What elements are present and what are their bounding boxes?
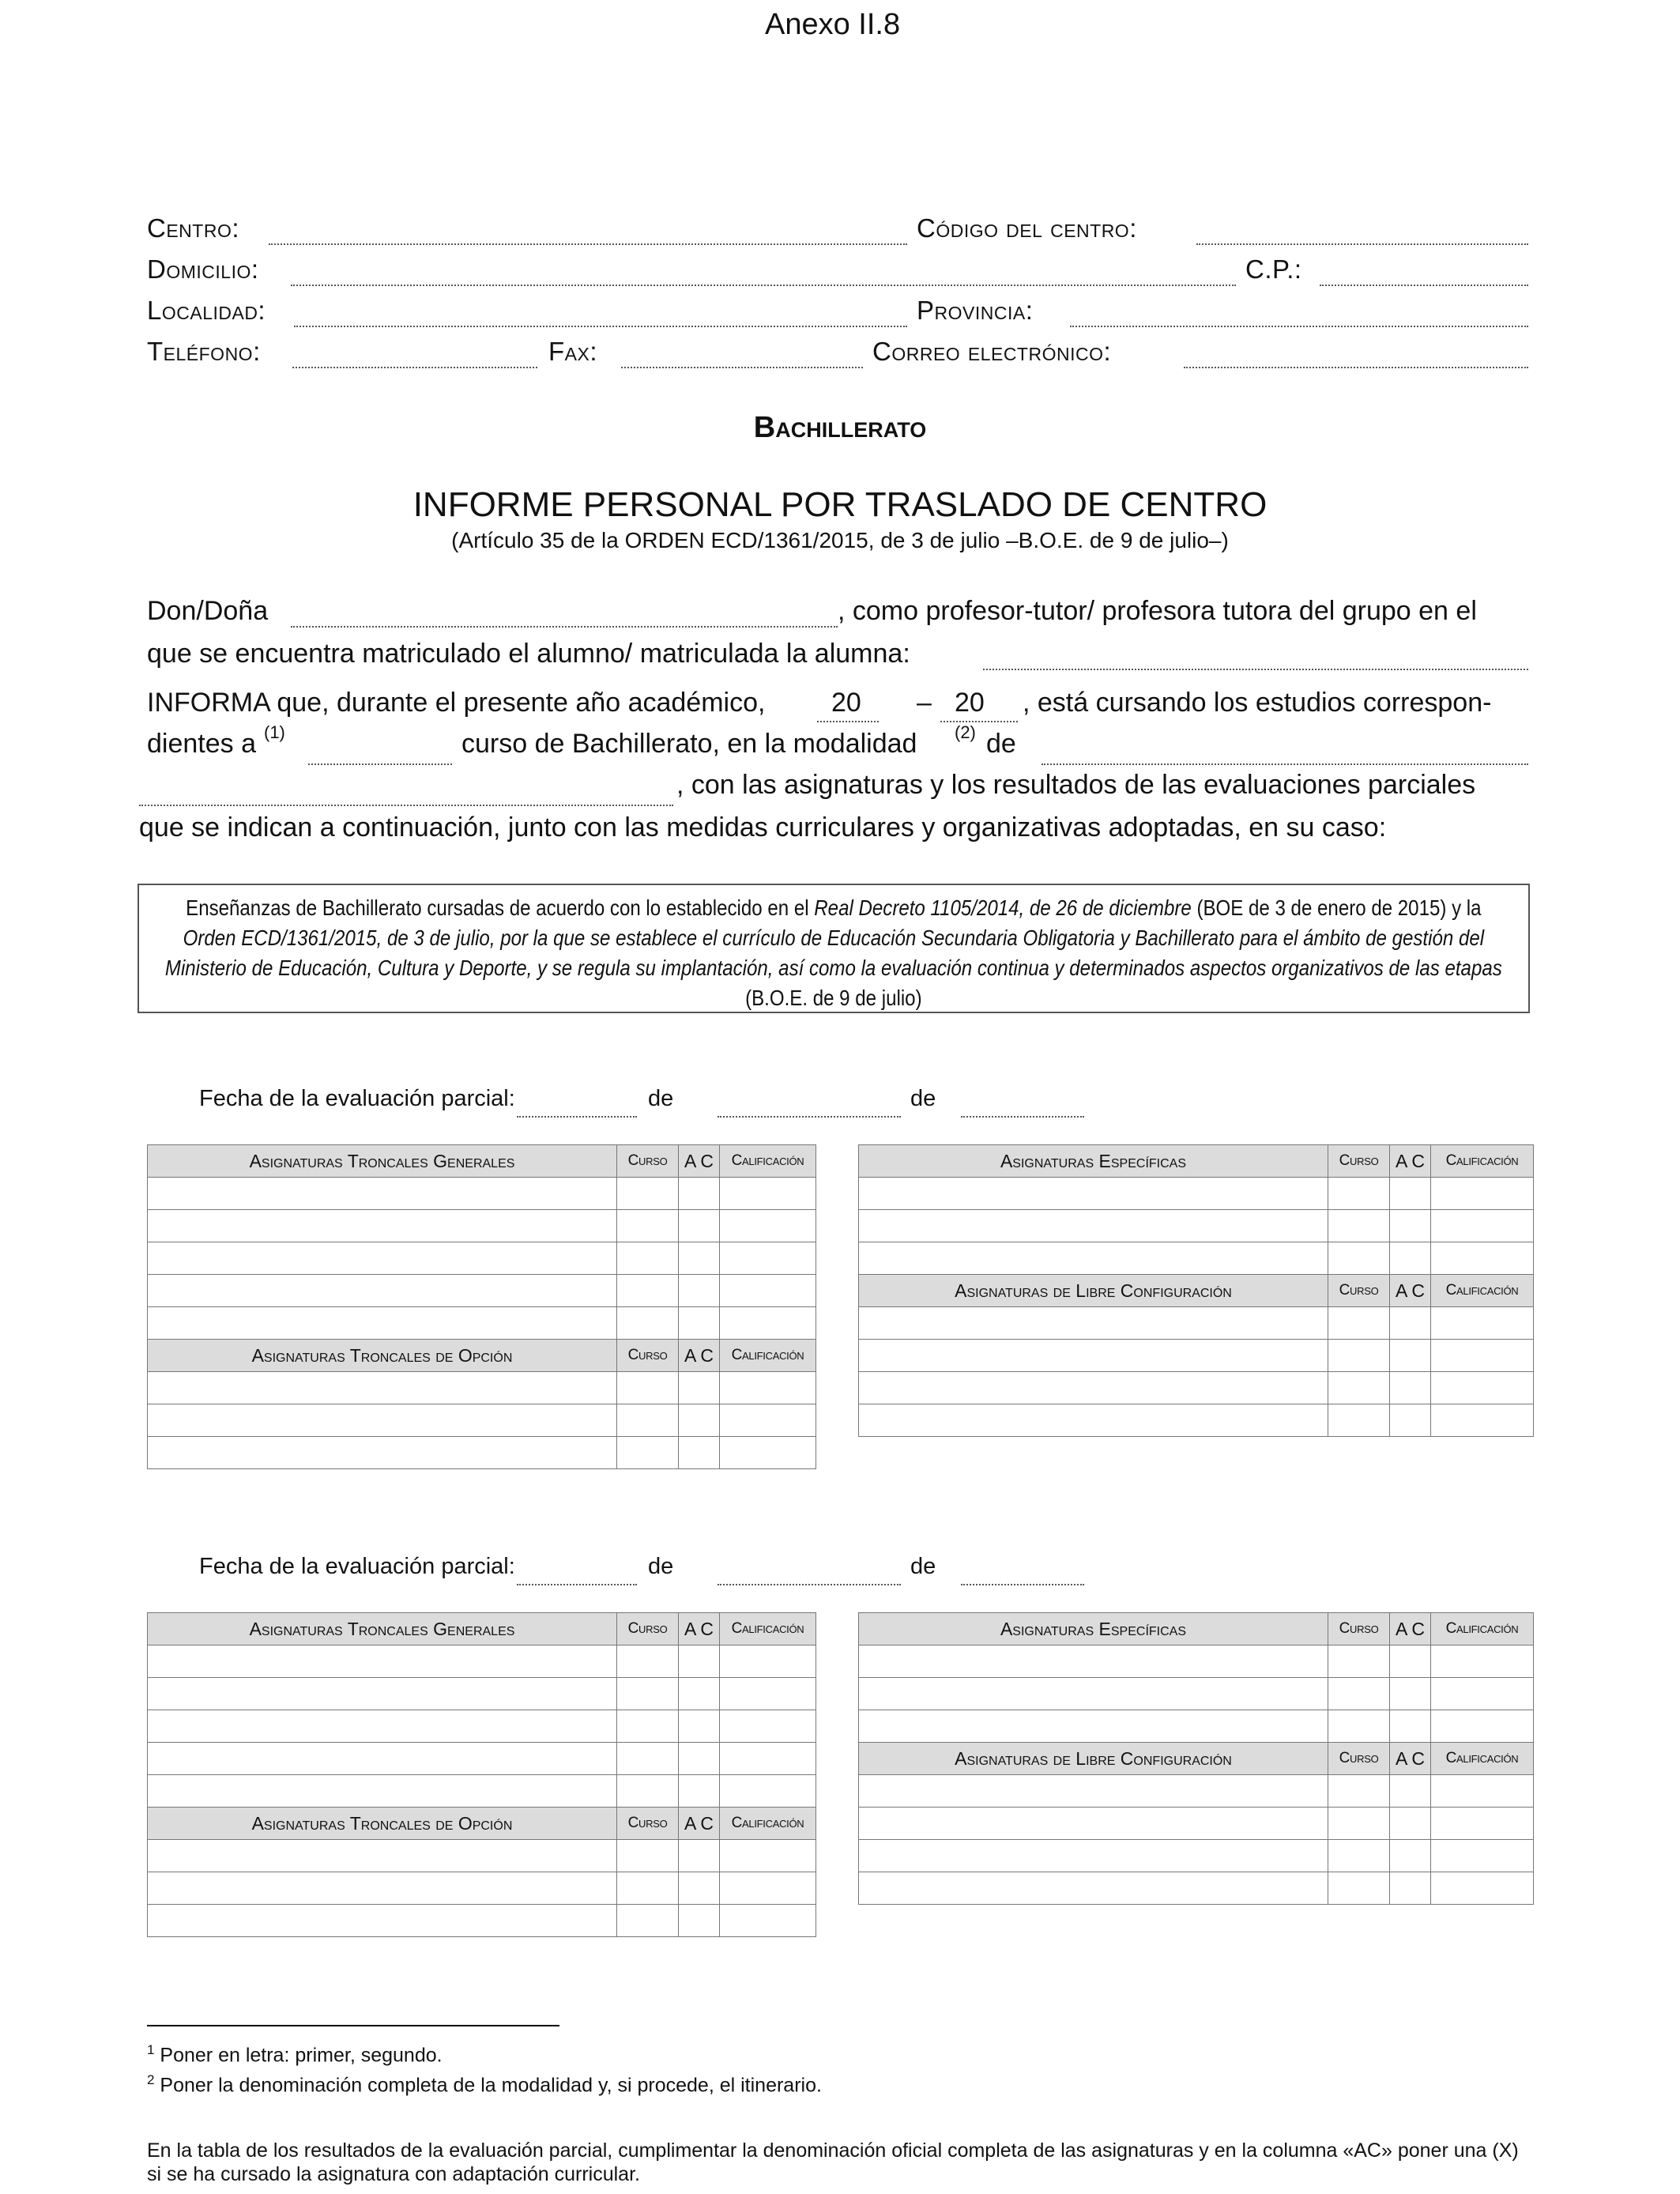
informa-text: INFORMA que, durante el presente año académico, — [147, 688, 766, 718]
table-row[interactable] — [148, 1404, 816, 1437]
footnote-1-number: 1 — [147, 2042, 155, 2057]
annex-title: Anexo II.8 — [765, 8, 901, 41]
legal-text-2: Real Decreto 1105/2014, de 26 de diciembre — [814, 895, 1192, 920]
table-header-row — [859, 1275, 1534, 1307]
profesor-name-field[interactable] — [291, 626, 838, 628]
header-calificacion: Calificación — [720, 1340, 816, 1372]
telefono-label: Teléfono: — [147, 337, 261, 366]
table-row[interactable] — [148, 1275, 816, 1307]
table-row[interactable] — [148, 1872, 816, 1905]
table-troncales-1 — [147, 1144, 816, 1469]
fecha-year-field-1[interactable] — [961, 1116, 1084, 1118]
footnote-2-text: Poner la denominación completa de la modalidad y, si procede, el itinerario. — [160, 2074, 822, 2097]
fax-field[interactable] — [621, 367, 863, 368]
header-especificas: Asignaturas Específicas — [859, 1613, 1328, 1646]
fecha-label-2: Fecha de la evaluación parcial: — [199, 1554, 515, 1579]
header-calificacion: Calificación — [1431, 1275, 1534, 1307]
footnote-2 — [147, 2072, 822, 2097]
cp-field[interactable] — [1320, 285, 1528, 286]
year-start: 20 — [831, 688, 861, 718]
localidad-field[interactable] — [294, 326, 907, 327]
header-troncales-opcion: Asignaturas Troncales de Opción — [148, 1340, 617, 1372]
correo-label: Correo electrónico: — [872, 337, 1112, 366]
header-curso: Curso — [617, 1808, 679, 1840]
body-line1-text: , como profesor-tutor/ profesora tutora del grupo en el — [838, 596, 1477, 626]
footnote-ref-2: (2) — [955, 722, 976, 742]
header-ac: A C — [679, 1340, 720, 1372]
table-row[interactable] — [859, 1710, 1534, 1743]
year-end: 20 — [955, 688, 985, 718]
table-row[interactable] — [148, 1840, 816, 1872]
fecha-de-1b: de — [910, 1086, 936, 1111]
footnote-separator — [147, 2025, 559, 2026]
section-title: Bachillerato — [753, 411, 927, 444]
header-curso: Curso — [1328, 1275, 1390, 1307]
table-row[interactable] — [859, 1808, 1534, 1840]
correo-field[interactable] — [1184, 367, 1528, 368]
header-calificacion: Calificación — [1431, 1743, 1534, 1775]
header-curso: Curso — [1328, 1613, 1390, 1646]
table-row[interactable] — [148, 1437, 816, 1469]
table-row[interactable] — [859, 1340, 1534, 1372]
table-row[interactable] — [859, 1242, 1534, 1275]
fecha-day-field-2[interactable] — [517, 1584, 637, 1585]
localidad-label: Localidad: — [147, 296, 266, 325]
table-especificas-2 — [858, 1612, 1534, 1905]
dientes-text: dientes a — [147, 729, 256, 759]
table-header-row — [148, 1145, 816, 1178]
footnote-1-text: Poner en letra: primer, segundo. — [160, 2044, 443, 2067]
table-row[interactable] — [859, 1210, 1534, 1242]
table-header-row — [148, 1613, 816, 1646]
header-especificas: Asignaturas Específicas — [859, 1145, 1328, 1178]
table-row[interactable] — [148, 1678, 816, 1710]
body-line3-text: , está cursando los estudios correspon- — [1023, 688, 1492, 718]
year-dash: – — [917, 688, 932, 718]
header-ac: A C — [679, 1613, 720, 1646]
table-row[interactable] — [859, 1872, 1534, 1905]
header-ac: A C — [1390, 1613, 1431, 1646]
header-ac: A C — [1390, 1275, 1431, 1307]
header-troncales-generales: Asignaturas Troncales Generales — [148, 1145, 617, 1178]
table-row[interactable] — [148, 1743, 816, 1775]
header-troncales-generales: Asignaturas Troncales Generales — [148, 1613, 617, 1646]
table-header-row — [148, 1808, 816, 1840]
table-row[interactable] — [859, 1775, 1534, 1808]
table-row[interactable] — [148, 1178, 816, 1210]
legal-text-3: (BOE de 3 de enero de 2015) y la — [1191, 895, 1482, 920]
table-row[interactable] — [859, 1178, 1534, 1210]
fecha-de-2a: de — [648, 1554, 674, 1579]
fecha-month-field-2[interactable] — [718, 1584, 901, 1585]
body-line5-text: , con las asignaturas y los resultados de las evaluaciones parciales — [676, 770, 1476, 800]
body-line2-text: que se encuentra matriculado el alumno/ matriculada la alumna: — [147, 639, 910, 669]
centro-field[interactable] — [269, 243, 907, 245]
cp-label: C.P.: — [1245, 254, 1302, 284]
table-row[interactable] — [859, 1646, 1534, 1678]
header-curso: Curso — [617, 1613, 679, 1646]
legal-text-5: (B.O.E. de 9 de julio) — [745, 986, 922, 1010]
report-title: INFORME PERSONAL POR TRASLADO DE CENTRO — [412, 485, 1268, 524]
fecha-label-1: Fecha de la evaluación parcial: — [199, 1086, 515, 1111]
year-start-field[interactable] — [817, 721, 879, 722]
header-ac: A C — [1390, 1743, 1431, 1775]
fecha-day-field-1[interactable] — [517, 1116, 637, 1118]
footnote-2-number: 2 — [147, 2072, 155, 2087]
modalidad-field-1[interactable] — [1042, 763, 1528, 765]
header-curso: Curso — [617, 1145, 679, 1178]
footnote-1 — [147, 2042, 443, 2067]
fax-label: Fax: — [548, 337, 598, 366]
header-libre-configuracion: Asignaturas de Libre Configuración — [859, 1275, 1328, 1307]
fecha-year-field-2[interactable] — [961, 1584, 1084, 1585]
centro-label: Centro: — [147, 213, 239, 243]
legal-text-1: Enseñanzas de Bachillerato cursadas de acuerdo con lo establecido en el — [186, 895, 815, 920]
table-row[interactable] — [859, 1840, 1534, 1872]
table-row[interactable] — [859, 1678, 1534, 1710]
telefono-field[interactable] — [292, 367, 537, 368]
table-row[interactable] — [148, 1710, 816, 1743]
table-especificas-1 — [858, 1144, 1534, 1437]
table-row[interactable] — [859, 1372, 1534, 1404]
report-subtitle: (Artículo 35 de la ORDEN ECD/1361/2015, de 3 de julio –B.O.E. de 9 de julio–) — [451, 528, 1229, 552]
body-line6-text: que se indican a continuación, junto con las medidas curriculares y organizativas adoptadas, en su caso: — [139, 812, 1387, 843]
table-header-row — [859, 1145, 1534, 1178]
domicilio-field[interactable] — [291, 285, 1236, 286]
codigo-centro-label: Código del centro: — [917, 213, 1137, 243]
table-row[interactable] — [148, 1905, 816, 1937]
header-ac: A C — [679, 1808, 720, 1840]
legal-reference-box — [137, 884, 1530, 1013]
header-calificacion: Calificación — [1431, 1613, 1534, 1646]
alumno-name-field[interactable] — [983, 669, 1528, 670]
footnote-ref-1: (1) — [264, 722, 285, 742]
header-curso: Curso — [1328, 1145, 1390, 1178]
curso-field[interactable] — [308, 763, 452, 765]
de-text: de — [986, 729, 1016, 759]
table-header-row — [859, 1613, 1534, 1646]
legal-text-4: Orden ECD/1361/2015, de 3 de julio, por la que se establece el currículo de Educación Secundaria Obligatoria y Bachillerato para el ámbito de gestión del Ministerio de Educación, Cultura y Deporte, y se regula su implantación, así como la evaluación continua y determinados aspectos organizativos de las etapas — [165, 925, 1502, 980]
table-row[interactable] — [148, 1242, 816, 1275]
header-curso: Curso — [617, 1340, 679, 1372]
header-libre-configuracion: Asignaturas de Libre Configuración — [859, 1743, 1328, 1775]
table-row[interactable] — [148, 1307, 816, 1340]
table-row[interactable] — [148, 1210, 816, 1242]
fecha-de-1a: de — [648, 1086, 674, 1111]
table-row[interactable] — [859, 1404, 1534, 1437]
table-row[interactable] — [859, 1307, 1534, 1340]
domicilio-label: Domicilio: — [147, 254, 259, 284]
provincia-field[interactable] — [1070, 326, 1528, 327]
don-dona-label: Don/Doña — [147, 596, 269, 626]
year-end-field[interactable] — [940, 721, 1018, 722]
header-ac: A C — [1390, 1145, 1431, 1178]
table-header-row — [859, 1743, 1534, 1775]
header-calificacion: Calificación — [720, 1613, 816, 1646]
table-row[interactable] — [148, 1646, 816, 1678]
header-calificacion: Calificación — [720, 1808, 816, 1840]
header-calificacion: Calificación — [1431, 1145, 1534, 1178]
fecha-month-field-1[interactable] — [718, 1116, 901, 1118]
provincia-label: Provincia: — [917, 296, 1034, 325]
table-troncales-2 — [147, 1612, 816, 1937]
header-troncales-opcion: Asignaturas Troncales de Opción — [148, 1808, 617, 1840]
table-header-row — [148, 1340, 816, 1372]
header-ac: A C — [679, 1145, 720, 1178]
table-row[interactable] — [148, 1372, 816, 1404]
table-row[interactable] — [148, 1775, 816, 1808]
header-calificacion: Calificación — [720, 1145, 816, 1178]
codigo-centro-field[interactable] — [1196, 243, 1528, 245]
header-curso: Curso — [1328, 1743, 1390, 1775]
fecha-de-2b: de — [910, 1554, 936, 1579]
modalidad-field-2[interactable] — [139, 805, 673, 806]
ac-instructions-note: En la tabla de los resultados de la evaluación parcial, cumplimentar la denominación oficial completa de las asignaturas y en la columna «AC» poner una (X) si se ha cursado la asignatura con adaptación curricular. — [147, 2139, 1519, 2185]
curso-bachillerato-text: curso de Bachillerato, en la modalidad — [461, 729, 917, 759]
